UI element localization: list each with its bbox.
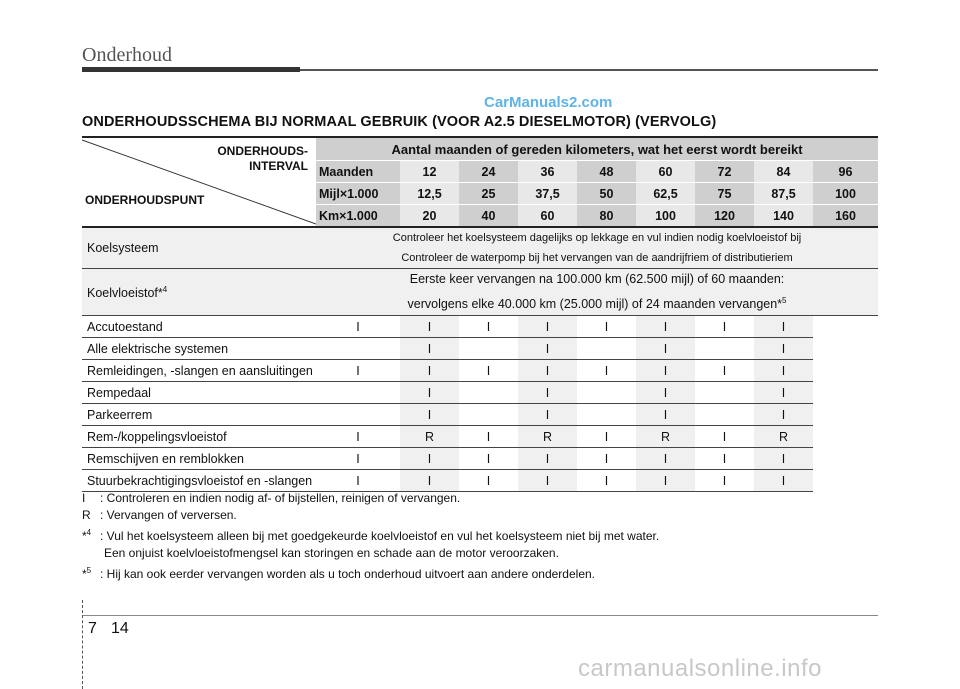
schedule-cell — [459, 404, 518, 426]
row-label: Rem-/koppelingsvloeistof — [82, 426, 316, 448]
header-cell: 60 — [518, 205, 577, 228]
section-title: Onderhoud — [82, 44, 172, 66]
schedule-cell: I — [636, 316, 695, 338]
header-label: Maanden — [316, 161, 400, 183]
schedule-cell: I — [754, 448, 813, 470]
footer-rule — [82, 615, 878, 616]
schedule-cell — [316, 382, 400, 404]
table-row — [82, 470, 878, 492]
schedule-cell: I — [400, 316, 459, 338]
item-rows — [82, 316, 878, 492]
row-label: Remschijven en remblokken — [82, 448, 316, 470]
schedule-cell: I — [316, 426, 400, 448]
schedule-cell: I — [459, 470, 518, 492]
row-label: Rempedaal — [82, 382, 316, 404]
header-cell: 60 — [636, 161, 695, 183]
title-bar — [82, 67, 300, 72]
footer-divider — [82, 600, 83, 689]
schedule-cell — [459, 382, 518, 404]
legend-note-4: *$^4$ : Vul het koelsysteem alleen bij met goedgekeurde koelvloeistof en vul het koelsysteem niet bij met water. — [82, 528, 660, 543]
chapter-number: 7 — [88, 620, 97, 637]
schedule-cell — [695, 382, 754, 404]
schedule-cell: I — [459, 360, 518, 382]
table-row-koelvloeistof — [82, 269, 878, 316]
table-row — [82, 338, 878, 360]
schedule-cell: I — [316, 316, 400, 338]
schedule-cell: I — [400, 448, 459, 470]
schedule-cell: I — [754, 360, 813, 382]
table-row — [82, 426, 878, 448]
table-row — [82, 404, 878, 426]
schedule-cell: I — [754, 470, 813, 492]
row-label: Koelvloeistof*$^4$ — [82, 269, 316, 316]
header-cell: 48 — [577, 161, 636, 183]
schedule-cell: R — [636, 426, 695, 448]
schedule-cell — [695, 404, 754, 426]
schedule-cell: I — [577, 470, 636, 492]
schedule-cell: I — [518, 316, 577, 338]
table-row-koelsysteem — [82, 227, 878, 269]
header-cell: 87,5 — [754, 183, 813, 205]
schedule-cell — [316, 338, 400, 360]
row-label: Koelsysteem — [82, 227, 316, 269]
schedule-cell: I — [577, 316, 636, 338]
schedule-cell: I — [754, 338, 813, 360]
header-cell: 12,5 — [400, 183, 459, 205]
legend-note-4-cont: Een onjuist koelvloeistofmengsel kan storingen en schade aan de motor veroorzaken. — [104, 546, 559, 560]
legend-i: I : Controleren en indien nodig af- of bijstellen, reinigen of vervangen. — [82, 491, 461, 505]
page-number: 14 — [111, 620, 129, 637]
schedule-cell: I — [695, 360, 754, 382]
koelvloeistof-note: Eerste keer vervangen na 100.000 km (62.500 mijl) of 60 maanden: vervolgens elke 40.000 km (25.000 mijl) of 24 maanden vervangen*$^5$ — [316, 269, 878, 316]
schedule-cell — [695, 338, 754, 360]
row-label: Accutoestand — [82, 316, 316, 338]
row-label: Parkeerrem — [82, 404, 316, 426]
header-cell: 20 — [400, 205, 459, 228]
schedule-cell — [316, 404, 400, 426]
schedule-cell: I — [695, 316, 754, 338]
table-row — [82, 448, 878, 470]
legend-r: R : Vervangen of verversen. — [82, 508, 237, 522]
schedule-cell: I — [636, 404, 695, 426]
schedule-cell: I — [695, 470, 754, 492]
header-cell: 24 — [459, 161, 518, 183]
schedule-cell: I — [400, 382, 459, 404]
schedule-cell: I — [577, 426, 636, 448]
row-label: Remleidingen, -slangen en aansluitingen — [82, 360, 316, 382]
header-cell: 96 — [813, 161, 878, 183]
watermark-bottom: carmanualsonline.info — [578, 655, 822, 682]
corner-interval-label: ONDERHOUDS- INTERVAL — [217, 144, 308, 173]
schedule-cell: I — [459, 316, 518, 338]
schedule-cell: I — [459, 426, 518, 448]
schedule-cell: I — [636, 360, 695, 382]
header-cell: 75 — [695, 183, 754, 205]
header-cell: 12 — [400, 161, 459, 183]
schedule-heading: ONDERHOUDSSCHEMA BIJ NORMAAL GEBRUIK (VOOR A2.5 DIESELMOTOR) (VERVOLG) — [82, 114, 717, 130]
schedule-cell: I — [518, 404, 577, 426]
schedule-cell: I — [518, 382, 577, 404]
schedule-cell: I — [316, 360, 400, 382]
row-label: Alle elektrische systemen — [82, 338, 316, 360]
header-cell: 120 — [695, 205, 754, 228]
schedule-cell: I — [754, 382, 813, 404]
watermark-top: CarManuals2.com — [484, 94, 613, 111]
schedule-cell: I — [518, 360, 577, 382]
schedule-cell — [577, 404, 636, 426]
schedule-cell: I — [695, 426, 754, 448]
schedule-cell: I — [636, 448, 695, 470]
schedule-cell: I — [400, 470, 459, 492]
schedule-cell: I — [518, 338, 577, 360]
schedule-cell: I — [695, 448, 754, 470]
header-label: Mijl×1.000 — [316, 183, 400, 205]
schedule-cell: I — [400, 360, 459, 382]
header-cell: 40 — [459, 205, 518, 228]
schedule-cell: R — [754, 426, 813, 448]
header-cell: 140 — [754, 205, 813, 228]
table-row — [82, 360, 878, 382]
schedule-cell: I — [577, 448, 636, 470]
schedule-cell: I — [636, 382, 695, 404]
interval-header: Aantal maanden of gereden kilometers, wat het eerst wordt bereikt — [316, 137, 878, 161]
legend — [82, 490, 882, 583]
legend-note-5: *$^5$ : Hij kan ook eerder vervangen worden als u toch onderhoud uitvoert aan andere onderdelen. — [82, 566, 595, 581]
schedule-cell: I — [754, 316, 813, 338]
header-cell: 62,5 — [636, 183, 695, 205]
title-rule — [300, 69, 878, 71]
header-cell: 100 — [636, 205, 695, 228]
schedule-cell: I — [400, 338, 459, 360]
schedule-cell — [459, 338, 518, 360]
schedule-cell: I — [577, 360, 636, 382]
schedule-cell: I — [400, 404, 459, 426]
schedule-cell: I — [754, 404, 813, 426]
table-row — [82, 382, 878, 404]
table-row — [82, 316, 878, 338]
schedule-cell: I — [636, 470, 695, 492]
maintenance-table — [82, 136, 878, 492]
header-label: Km×1.000 — [316, 205, 400, 228]
schedule-cell: I — [316, 470, 400, 492]
header-cell: 84 — [754, 161, 813, 183]
schedule-cell: R — [518, 426, 577, 448]
schedule-cell — [577, 382, 636, 404]
header-cell: 160 — [813, 205, 878, 228]
header-cell: 100 — [813, 183, 878, 205]
header-cell: 50 — [577, 183, 636, 205]
schedule-cell: I — [459, 448, 518, 470]
row-label: Stuurbekrachtigingsvloeistof en -slangen — [82, 470, 316, 492]
header-cell: 37,5 — [518, 183, 577, 205]
schedule-cell — [577, 338, 636, 360]
schedule-cell: I — [518, 448, 577, 470]
schedule-cell: I — [316, 448, 400, 470]
schedule-cell: I — [518, 470, 577, 492]
header-cell: 25 — [459, 183, 518, 205]
schedule-cell: I — [636, 338, 695, 360]
header-cell: 80 — [577, 205, 636, 228]
header-cell: 36 — [518, 161, 577, 183]
table-corner-header — [82, 137, 316, 227]
koelsysteem-note: Controleer het koelsysteem dagelijks op lekkage en vul indien nodig koelvloeistof bij Controleer de waterpomp bij het vervangen van de aandrijfriem of distributieriem — [316, 227, 878, 269]
header-cell: 72 — [695, 161, 754, 183]
schedule-cell: R — [400, 426, 459, 448]
corner-item-label: ONDERHOUDSPUNT — [85, 193, 205, 207]
